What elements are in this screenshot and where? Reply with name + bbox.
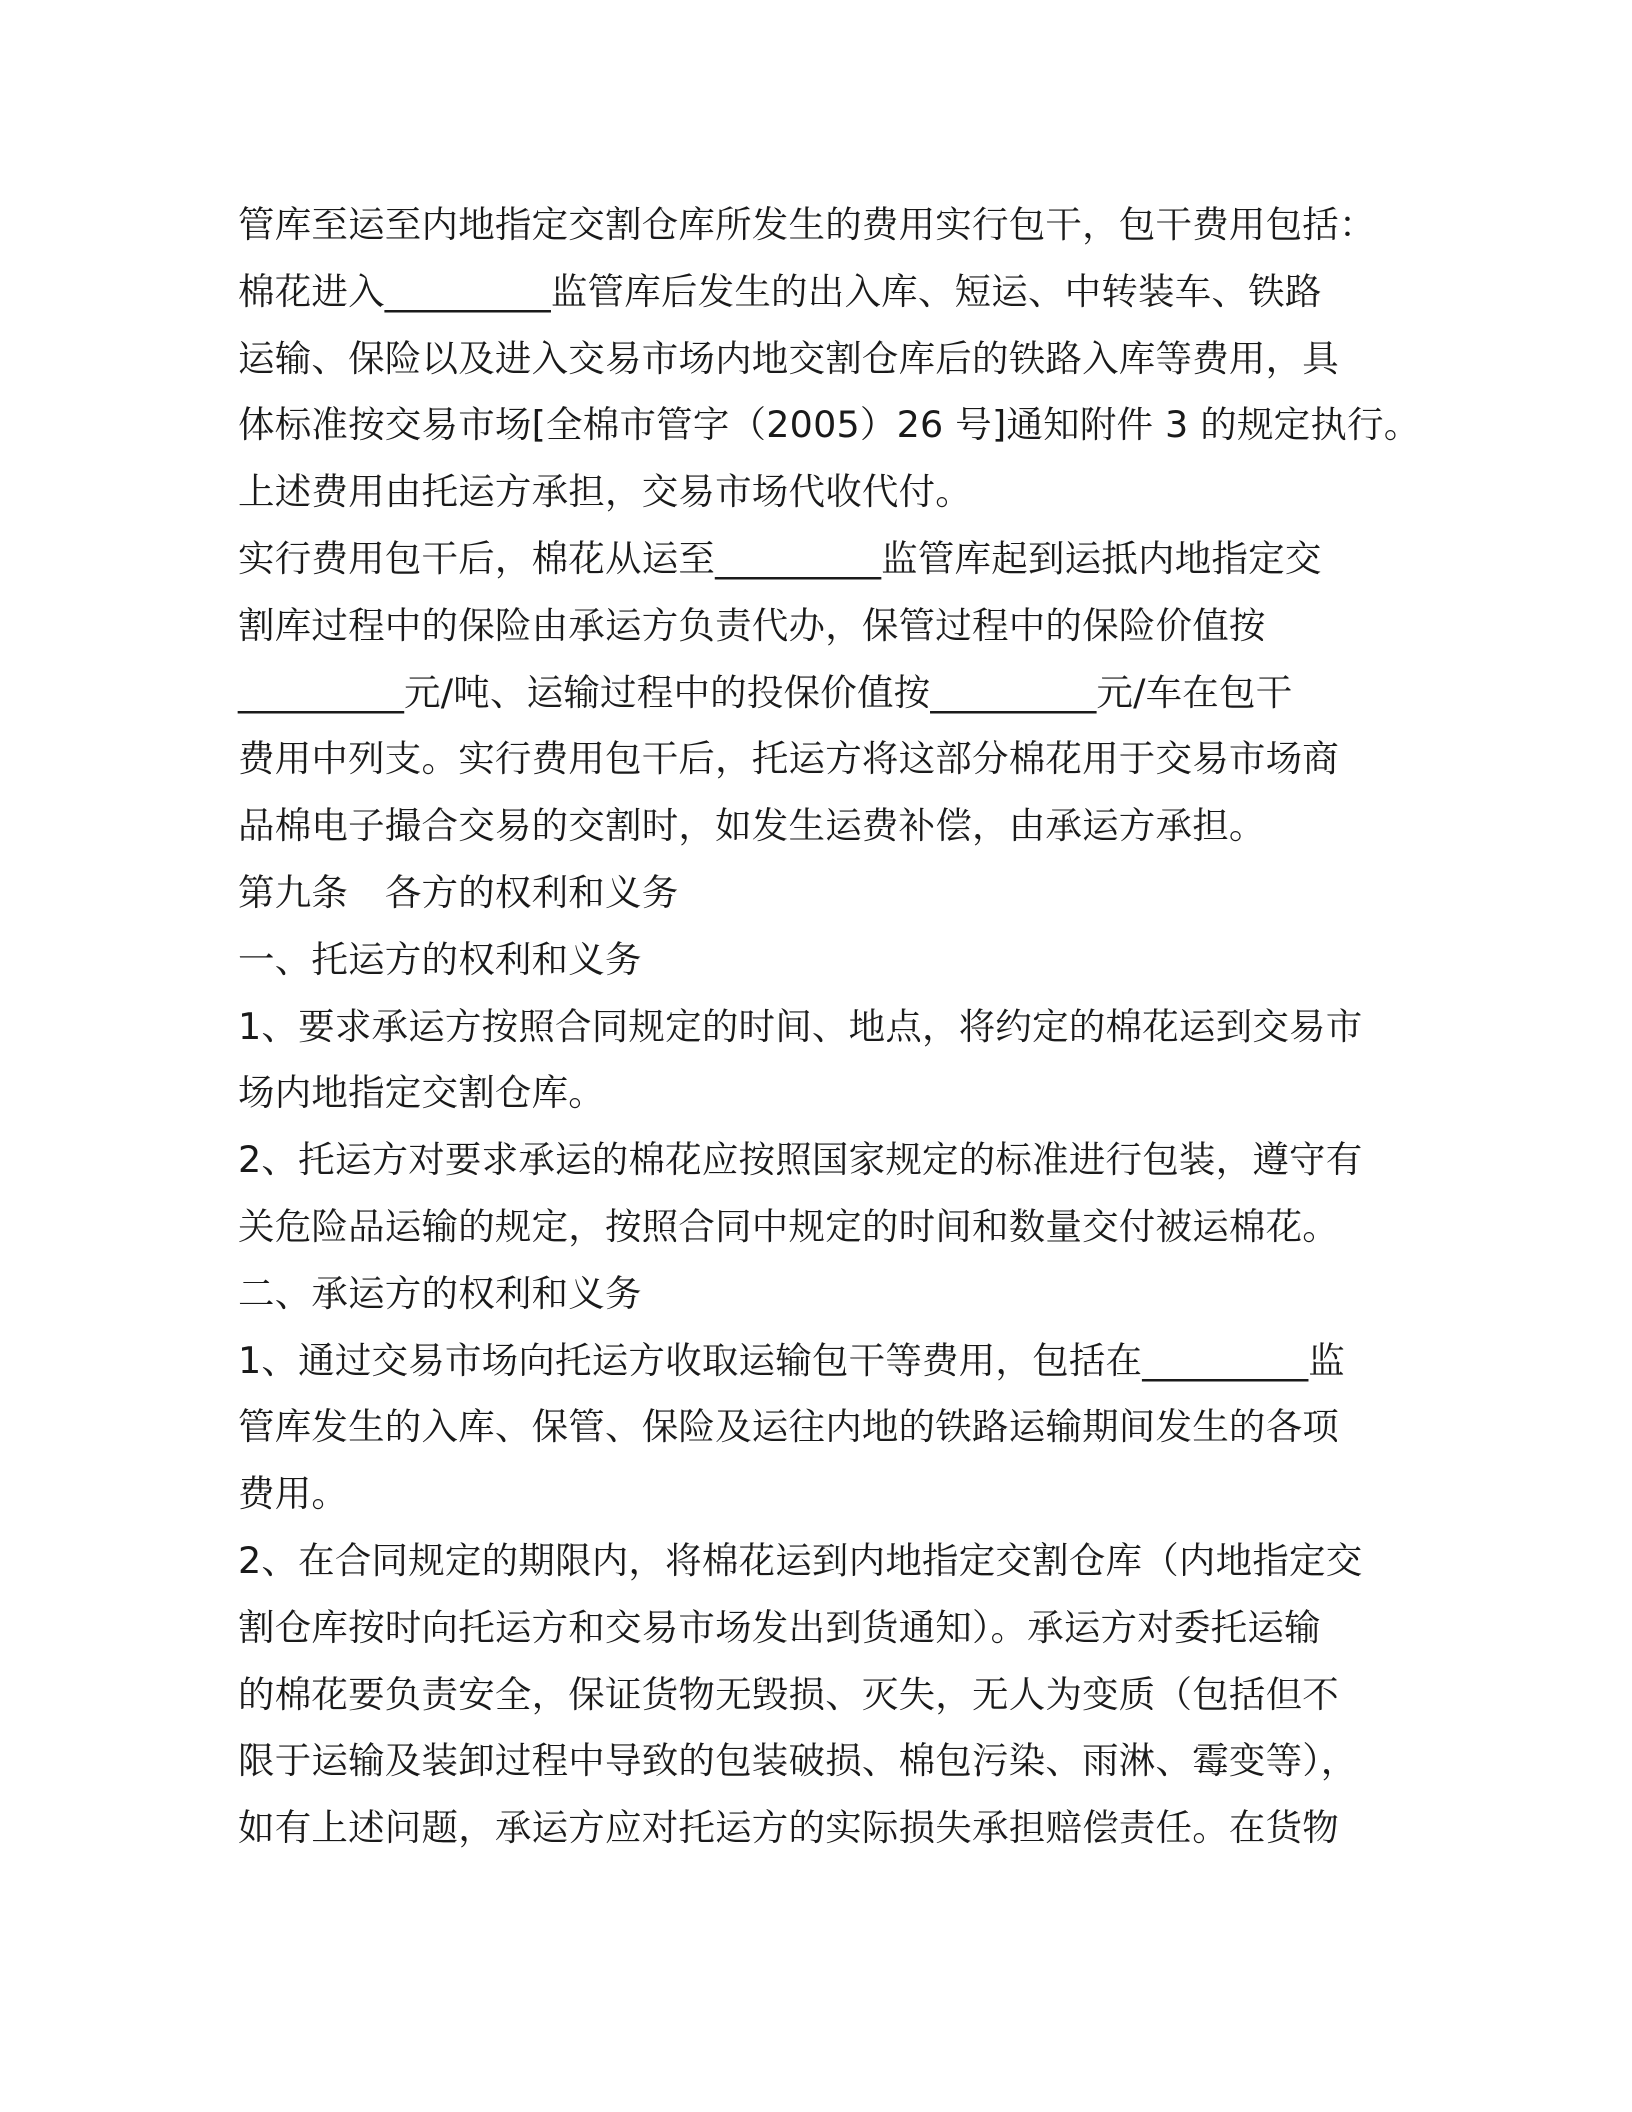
text-line: 实行费用包干后，棉花从运至_________监管库起到运抵内地指定交	[238, 536, 1322, 580]
text-line: 上述费用由托运方承担，交易市场代收代付。	[238, 470, 972, 514]
text-line: 割库过程中的保险由承运方负责代办，保管过程中的保险价值按	[238, 603, 1266, 647]
text-line: 运输、保险以及进入交易市场内地交割仓库后的铁路入库等费用，具	[238, 336, 1339, 380]
text-line: 品棉电子撮合交易的交割时，如发生运费补偿，由承运方承担。	[238, 804, 1266, 848]
text-line: 2、托运方对要求承运的棉花应按照国家规定的标准进行包装，遵守有	[238, 1138, 1363, 1182]
text-line: 2、在合同规定的期限内，将棉花运到内地指定交割仓库（内地指定交	[238, 1538, 1363, 1582]
text-line: 限于运输及装卸过程中导致的包装破损、棉包污染、雨淋、霉变等），	[238, 1739, 1358, 1783]
text-line: 1、要求承运方按照合同规定的时间、地点，将约定的棉花运到交易市	[238, 1004, 1363, 1048]
text-line: 体标准按交易市场[全棉市管字（2005）26 号]通知附件 3 的规定执行。	[238, 403, 1421, 447]
subsection-heading: 一、托运方的权利和义务	[238, 937, 642, 981]
text-line: 1、通过交易市场向托运方收取运输包干等费用，包括在_________监	[238, 1338, 1345, 1382]
text-line: 棉花进入_________监管库后发生的出入库、短运、中转装车、铁路	[238, 269, 1322, 313]
text-line: 费用中列支。实行费用包干后，托运方将这部分棉花用于交易市场商	[238, 737, 1339, 781]
section-heading: 第九条 各方的权利和义务	[238, 870, 679, 914]
text-line: 管库发生的入库、保管、保险及运往内地的铁路运输期间发生的各项	[238, 1405, 1339, 1449]
text-line: 割仓库按时向托运方和交易市场发出到货通知）。承运方对委托运输	[238, 1605, 1321, 1649]
text-line: 管库至运至内地指定交割仓库所发生的费用实行包干，包干费用包括：	[238, 203, 1376, 246]
document-body	[238, 192, 1421, 1862]
text-line: _________元/吨、运输过程中的投保价值按_________元/车在包干	[238, 670, 1293, 714]
text-line: 如有上述问题，承运方应对托运方的实际损失承担赔偿责任。在货物	[238, 1806, 1339, 1850]
text-line: 的棉花要负责安全，保证货物无毁损、灭失，无人为变质（包括但不	[238, 1672, 1339, 1716]
text-line: 场内地指定交割仓库。	[238, 1071, 605, 1115]
subsection-heading: 二、承运方的权利和义务	[238, 1271, 642, 1315]
text-line: 费用。	[238, 1472, 349, 1516]
text-line: 关危险品运输的规定，按照合同中规定的时间和数量交付被运棉花。	[238, 1204, 1339, 1248]
